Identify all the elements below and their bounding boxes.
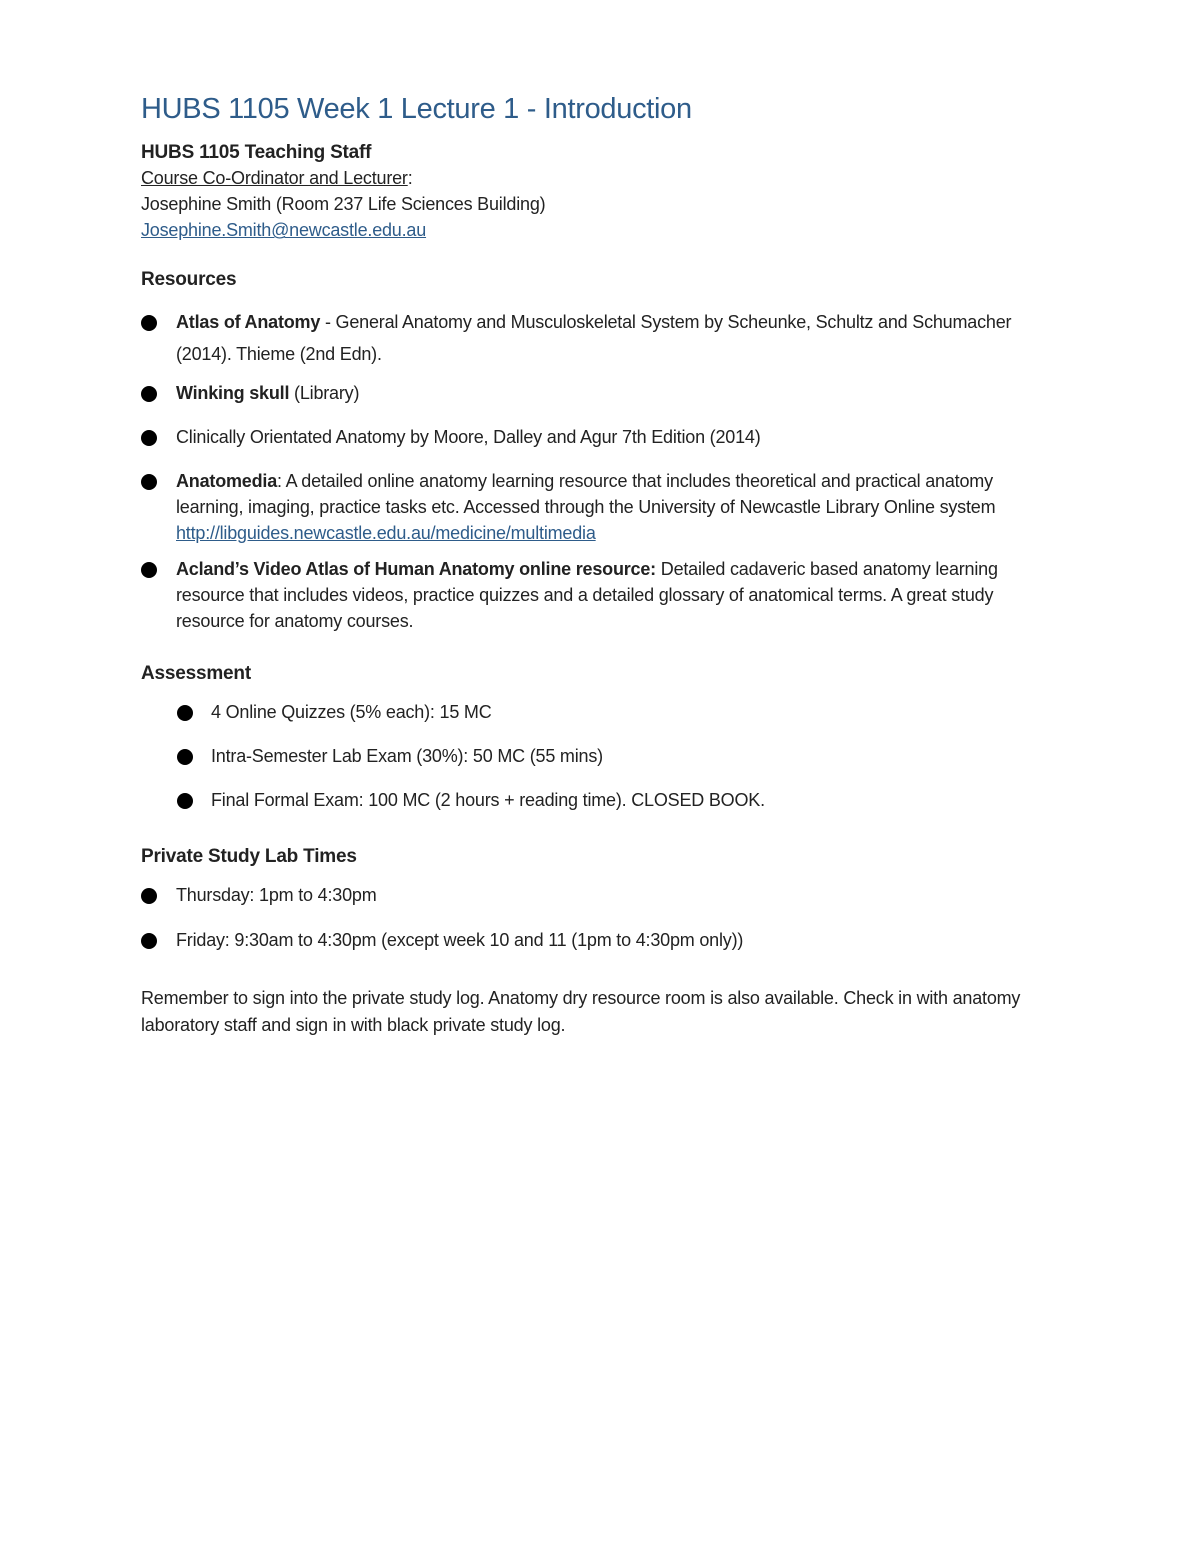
staff-role-suffix: : — [407, 168, 413, 189]
document-page — [141, 92, 1061, 1039]
resource-title: Winking skull — [176, 383, 290, 404]
bullet-icon — [141, 562, 157, 578]
lab-time-item: Thursday: 1pm to 4:30pm — [176, 884, 377, 905]
bullet-icon — [141, 386, 157, 402]
resource-text: Clinically Orientated Anatomy by Moore, Dalley and Agur 7th Edition (2014) — [176, 427, 761, 448]
bullet-icon — [177, 705, 193, 721]
assessment-heading: Assessment — [141, 663, 251, 685]
resources-heading: Resources — [141, 269, 237, 291]
bullet-icon — [141, 474, 157, 490]
lab-times-section — [141, 845, 1061, 953]
teaching-staff-heading: HUBS 1105 Teaching Staff — [141, 141, 372, 163]
list-item — [141, 699, 1061, 725]
anatomedia-link[interactable]: http://libguides.newcastle.edu.au/medicine/multimedia — [176, 523, 596, 544]
resource-title: Anatomedia — [176, 471, 278, 492]
list-item — [141, 556, 1061, 634]
list-item — [141, 306, 1061, 370]
bullet-icon — [141, 933, 157, 949]
staff-role: Course Co-Ordinator and Lecturer — [141, 168, 408, 189]
staff-role-line — [141, 165, 1061, 191]
resource-text: (Library) — [289, 383, 360, 404]
bullet-icon — [177, 793, 193, 809]
bullet-icon — [141, 430, 157, 446]
lab-times-list — [141, 882, 1061, 953]
staff-email-link[interactable]: Josephine.Smith@newcastle.edu.au — [141, 220, 427, 241]
list-item — [141, 380, 1061, 406]
assessment-item: 4 Online Quizzes (5% each): 15 MC — [211, 701, 492, 722]
resource-text: - General Anatomy and Musculoskeletal System by Scheunke, Schultz and Schumacher (2014). Thieme (2nd Edn). — [176, 312, 1012, 365]
list-item — [141, 882, 1061, 908]
bullet-icon — [141, 888, 157, 904]
lab-time-item: Friday: 9:30am to 4:30pm (except week 10 and 11 (1pm to 4:30pm only)) — [176, 929, 744, 950]
assessment-section — [141, 662, 1061, 813]
document-title: HUBS 1105 Week 1 Lecture 1 - Introduction — [141, 93, 692, 125]
staff-name-room: Josephine Smith (Room 237 Life Sciences Building) — [141, 194, 546, 215]
list-item — [141, 787, 1061, 813]
bullet-icon — [141, 315, 157, 331]
resource-text: Detailed cadaveric based anatomy learning resource that includes videos, practice quizzes and a detailed glossary of anatomical terms. A great study resource for anatomy courses. — [176, 559, 998, 632]
closing-note: Remember to sign into the private study log. Anatomy dry resource room is also available. Check in with anatomy laboratory staff and sign in with black private study log. — [141, 987, 1021, 1035]
list-item — [141, 743, 1061, 769]
assessment-item: Intra-Semester Lab Exam (30%): 50 MC (55 mins) — [211, 745, 603, 766]
resource-title: Acland’s Video Atlas of Human Anatomy online resource: — [176, 559, 656, 580]
assessment-item: Final Formal Exam: 100 MC (2 hours + reading time). CLOSED BOOK. — [211, 789, 765, 810]
assessment-list — [141, 699, 1061, 813]
list-item — [141, 424, 1061, 450]
resource-text: : A detailed online anatomy learning resource that includes theoretical and practical anatomy learning, imaging, practice tasks etc. Accessed through the University of Newcastle Library Online system — [176, 471, 996, 518]
list-item — [141, 927, 1061, 953]
teaching-staff-section — [141, 141, 1061, 244]
lab-times-heading: Private Study Lab Times — [141, 845, 357, 867]
resource-title: Atlas of Anatomy — [176, 312, 321, 333]
staff-email-line — [141, 217, 1061, 243]
resources-list — [141, 306, 1061, 634]
resources-section — [141, 268, 1061, 634]
bullet-icon — [177, 749, 193, 765]
list-item — [141, 468, 1061, 546]
